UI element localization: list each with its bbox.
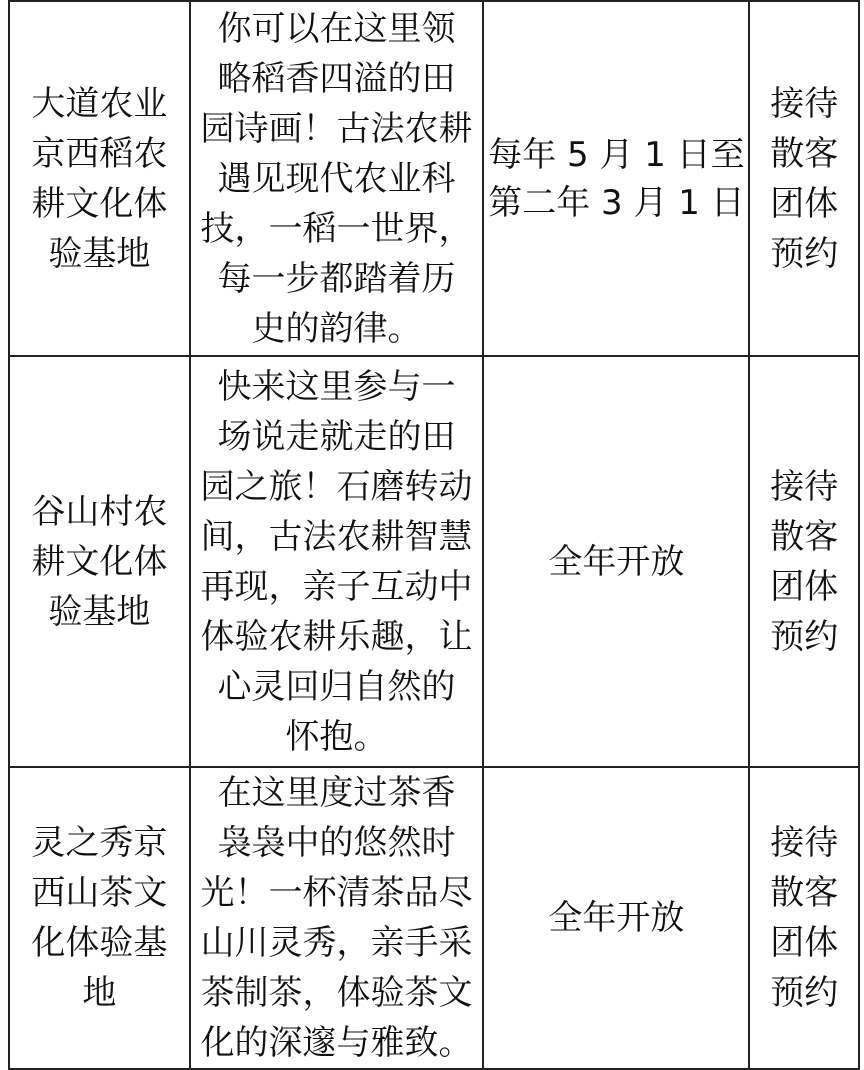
- open-time-line: 全年开放: [548, 541, 685, 582]
- description-line: 园诗画！古法农耕: [200, 108, 473, 149]
- table-row: [9, 356, 859, 767]
- schedule-table: [8, 0, 860, 1070]
- reception-cell: [749, 767, 859, 1069]
- description-line: 怀抱。: [285, 716, 388, 757]
- description-line: 袅袅中的悠然时: [217, 823, 456, 863]
- base-name-line: 灵之秀京: [31, 823, 168, 863]
- description-line: 每一步都踏着历: [217, 258, 456, 299]
- description-line: 再现，亲子互动中: [200, 566, 473, 607]
- description-cell: [190, 1, 483, 356]
- description-line: 略稻香四溢的田: [217, 58, 456, 99]
- description-line: 遇见现代农业科: [217, 158, 456, 199]
- reception-line: 散客: [770, 516, 839, 557]
- description-line: 间，古法农耕智慧: [200, 516, 473, 557]
- description-line: 山川灵秀，亲手采: [200, 923, 473, 963]
- description-line: 心灵回归自然的: [217, 666, 456, 707]
- reception-line: 预约: [770, 616, 839, 657]
- description-line: 场说走就走的田: [217, 416, 456, 457]
- description-line: 园之旅！石磨转动: [200, 466, 473, 507]
- reception-line: 预约: [770, 233, 839, 274]
- open-time-line: 全年开放: [548, 898, 685, 938]
- base-name-line: 验基地: [48, 233, 151, 274]
- reception-line: 团体: [770, 923, 839, 963]
- reception-line: 散客: [770, 133, 839, 174]
- base-name-line: 化体验基: [31, 923, 168, 963]
- open-time-cell: [483, 767, 749, 1069]
- base-name-line: 西山茶文: [31, 873, 168, 913]
- description-line: 史的韵律。: [251, 308, 422, 349]
- base-name-line: 京西稻农: [31, 133, 168, 174]
- description-line: 化的深邃与雅致。: [200, 1023, 473, 1063]
- open-time-line: 每年 5 月 1 日至: [488, 134, 745, 175]
- reception-line: 预约: [770, 973, 839, 1013]
- open-time-cell: [483, 1, 749, 356]
- base-name-cell: [9, 767, 190, 1069]
- open-time-cell: [483, 356, 749, 767]
- table-row: [9, 1, 859, 356]
- description-line: 在这里度过茶香: [217, 773, 456, 813]
- base-name-line: 耕文化体: [31, 183, 168, 224]
- reception-cell: [749, 1, 859, 356]
- reception-line: 散客: [770, 873, 839, 913]
- description-cell: [190, 356, 483, 767]
- base-name-line: 耕文化体: [31, 541, 168, 582]
- base-name-line: 地: [82, 973, 117, 1013]
- open-time-line: 第二年 3 月 1 日: [488, 182, 745, 223]
- table-row: [9, 767, 859, 1069]
- description-line: 光！一杯清茶品尽: [200, 873, 473, 913]
- description-line: 技，一稻一世界，: [200, 208, 473, 249]
- description-line: 体验农耕乐趣，让: [200, 616, 473, 657]
- reception-line: 接待: [770, 83, 839, 124]
- description-cell: [190, 767, 483, 1069]
- base-name-cell: [9, 356, 190, 767]
- reception-cell: [749, 356, 859, 767]
- base-name-cell: [9, 1, 190, 356]
- base-name-line: 验基地: [48, 591, 151, 632]
- reception-line: 接待: [770, 823, 839, 863]
- reception-line: 团体: [770, 566, 839, 607]
- base-name-line: 大道农业: [31, 83, 168, 124]
- reception-line: 团体: [770, 183, 839, 224]
- base-name-line: 谷山村农: [31, 491, 168, 532]
- description-line: 快来这里参与一: [217, 366, 456, 407]
- reception-line: 接待: [770, 466, 839, 507]
- description-line: 你可以在这里领: [217, 8, 456, 49]
- description-line: 茶制茶，体验茶文: [200, 973, 473, 1013]
